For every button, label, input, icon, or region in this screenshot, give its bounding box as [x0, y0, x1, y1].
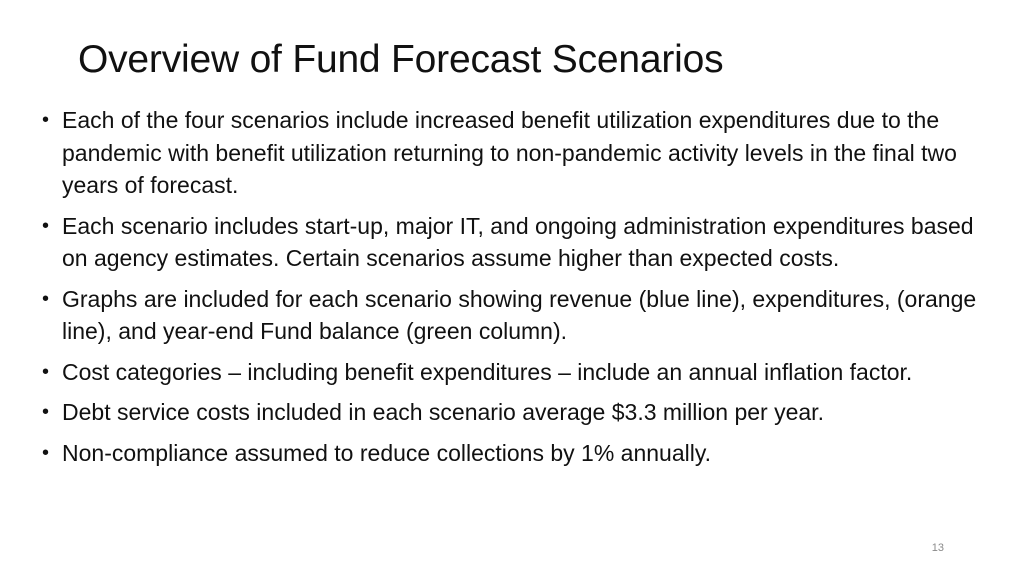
bullet-item-5: [42, 396, 992, 429]
bullet-list: [42, 104, 992, 477]
bullet-icon: •: [42, 287, 50, 310]
bullet-item-4: [42, 356, 992, 389]
bullet-icon: •: [42, 441, 50, 464]
bullet-icon: •: [42, 360, 50, 383]
bullet-item-6: [42, 437, 992, 470]
bullet-text: Each of the four scenarios include increased benefit utilization expenditures due to the pandemic with benefit utilization returning to non-pandemic activity levels in the final two years of forecast.: [62, 107, 957, 198]
bullet-item-3: [42, 283, 992, 348]
bullet-text: Non-compliance assumed to reduce collections by 1% annually.: [62, 439, 712, 466]
bullet-text: Cost categories – including benefit expenditures – include an annual inflation factor.: [62, 358, 913, 385]
bullet-text: Graphs are included for each scenario showing revenue (blue line), expenditures, (orange line), and year-end Fund balance (green column).: [62, 285, 977, 344]
slide-title: Overview of Fund Forecast Scenarios: [78, 38, 724, 81]
bullet-icon: •: [42, 109, 50, 131]
bullet-icon: •: [42, 214, 50, 237]
bullet-item-2: [42, 210, 992, 275]
bullet-text: Debt service costs included in each scenario average $3.3 million per year.: [62, 399, 824, 425]
bullet-text: Each scenario includes start-up, major IT, and ongoing administration expenditures based on agency estimates. Certain scenarios assume higher than expected costs.: [62, 212, 974, 271]
bullet-icon: •: [42, 401, 50, 423]
bullet-item-1: [42, 104, 992, 202]
slide-number: 13: [931, 542, 944, 554]
